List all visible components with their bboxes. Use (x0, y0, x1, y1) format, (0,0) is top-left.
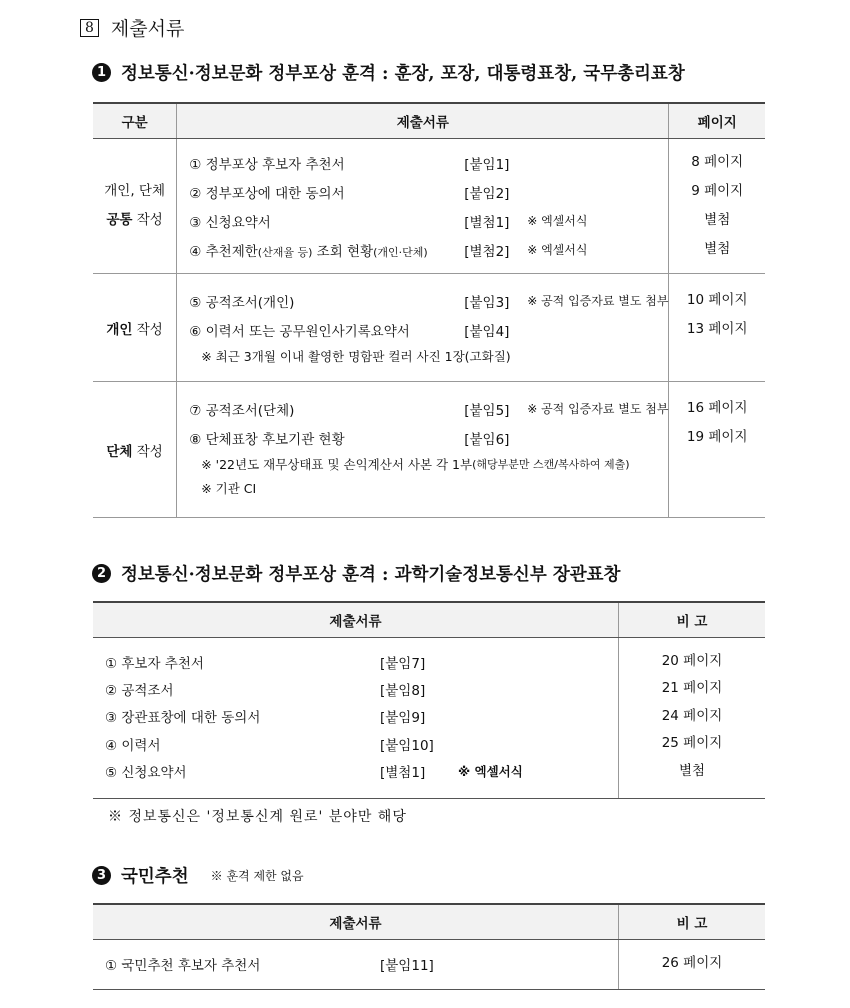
documents-cell (177, 382, 669, 518)
page-ref: 별첨 (704, 241, 731, 257)
table-2-header (93, 602, 765, 638)
documents-cell (93, 940, 619, 990)
page-ref: 별첨 (704, 212, 731, 228)
page-ref: 8 페이지 (691, 154, 744, 170)
page-ref: 20 페이지 (661, 653, 723, 669)
category-common (93, 139, 177, 274)
page-ref: 21 페이지 (661, 680, 723, 697)
list-item: ② 공적조서 [붙임8] (105, 683, 426, 700)
header-documents: 제출서류 (93, 904, 619, 940)
page-ref: 13 페이지 (686, 321, 748, 337)
subsection-3-title: 국민추천 (121, 867, 189, 887)
list-item: ② 정부포상에 대한 동의서 [붙임2] (189, 185, 510, 202)
page-ref: 16 페이지 (686, 400, 748, 416)
table-1-header (93, 103, 765, 139)
subsection-2-heading (92, 561, 620, 586)
category-organization: 단체 작성 (93, 382, 177, 518)
header-category: 구분 (93, 103, 177, 139)
category-label: 개인, 단체 (104, 183, 165, 199)
page-ref: 10 페이지 (686, 292, 748, 308)
list-item: ⑤ 공적조서(개인) [붙임3] ※ 공적 입증자료 별도 첨부 (189, 294, 669, 311)
page-ref: 24 페이지 (661, 707, 723, 724)
page-ref: 별첨 (678, 762, 706, 779)
table-3 (93, 903, 765, 990)
list-item: ⑥ 이력서 또는 공무원인사기록요약서 [붙임4] (189, 323, 510, 340)
list-item: ① 후보자 추천서 [붙임7] (105, 655, 426, 672)
table-row (93, 382, 765, 518)
footnote: ※ 정보통신은 '정보통신계 원로' 분야만 해당 (108, 809, 407, 825)
page-ref: 26 페이지 (661, 955, 723, 971)
list-item: ① 정부포상 후보자 추천서 [붙임1] (189, 156, 510, 173)
page-cell (669, 382, 765, 518)
list-item: ⑧ 단체표창 후보기관 현황 [붙임6] (189, 431, 510, 448)
section-heading (80, 14, 184, 41)
list-item: ① 국민추천 후보자 추천서 [붙임11] (105, 957, 434, 974)
list-item: ⑤ 신청요약서 [별첨1] ※ 엑셀서식 (105, 764, 523, 782)
page-cell (669, 139, 765, 274)
subsection-2-title: 정보통신·정보문화 정부포상 훈격 : 과학기술정보통신부 장관표창 (121, 565, 621, 585)
header-documents: 제출서류 (177, 103, 669, 139)
list-item: ④ 이력서 [붙임10] (105, 737, 434, 754)
page-ref: 25 페이지 (661, 735, 723, 752)
table-row (93, 638, 765, 799)
subsection-3-subtitle: ※ 훈격 제한 없음 (210, 869, 304, 883)
list-item: ④ 추천제한(산재율 등) 조회 현황(개인·단체) [별첨2] ※ 엑셀서식 (189, 243, 588, 260)
photo-note: ※ 최근 3개월 이내 촬영한 명함판 컬러 사진 1장(고화질) (201, 349, 511, 364)
subsection-3-heading (92, 863, 304, 888)
list-item: ⑦ 공적조서(단체) [붙임5] ※ 공적 입증자료 별도 첨부 (189, 402, 669, 419)
section-number-box: 8 (80, 19, 99, 37)
subsection-1-title: 정보통신·정보문화 정부포상 훈격 : 훈장, 포장, 대통령표창, 국무총리표창 (121, 64, 685, 84)
documents-cell (177, 274, 669, 382)
financial-note: ※ '22년도 재무상태표 및 손익계산서 사본 각 1부 (해당부분만 스캔/복사하여 제출) (201, 457, 630, 472)
documents-cell (177, 139, 669, 274)
page-ref: 9 페이지 (691, 183, 744, 199)
marker-2-icon: 2 (92, 564, 111, 583)
category-individual: 개인 작성 (93, 274, 177, 382)
table-1 (93, 102, 765, 518)
marker-3-icon: 3 (92, 866, 111, 885)
documents-cell (93, 638, 619, 799)
table-row (93, 940, 765, 990)
marker-1-icon: 1 (92, 63, 111, 82)
page-cell (669, 274, 765, 382)
table-3-header (93, 904, 765, 940)
page-ref: 19 페이지 (686, 429, 748, 445)
table-row (93, 139, 765, 274)
category-label: 공통 작성 (106, 212, 163, 228)
section-title: 제출서류 (110, 18, 185, 40)
ci-note: ※ 기관 CI (201, 481, 257, 496)
header-page: 페이지 (669, 103, 765, 139)
header-remarks: 비 고 (619, 904, 766, 940)
table-row (93, 274, 765, 382)
remarks-cell (619, 940, 766, 990)
header-remarks: 비 고 (619, 602, 766, 638)
remarks-cell (619, 638, 766, 799)
header-documents: 제출서류 (93, 602, 619, 638)
table-2 (93, 601, 765, 799)
subsection-1-heading (92, 60, 685, 85)
list-item: ③ 장관표창에 대한 동의서 [붙임9] (105, 710, 426, 727)
list-item: ③ 신청요약서 [별첨1] ※ 엑셀서식 (189, 214, 588, 231)
